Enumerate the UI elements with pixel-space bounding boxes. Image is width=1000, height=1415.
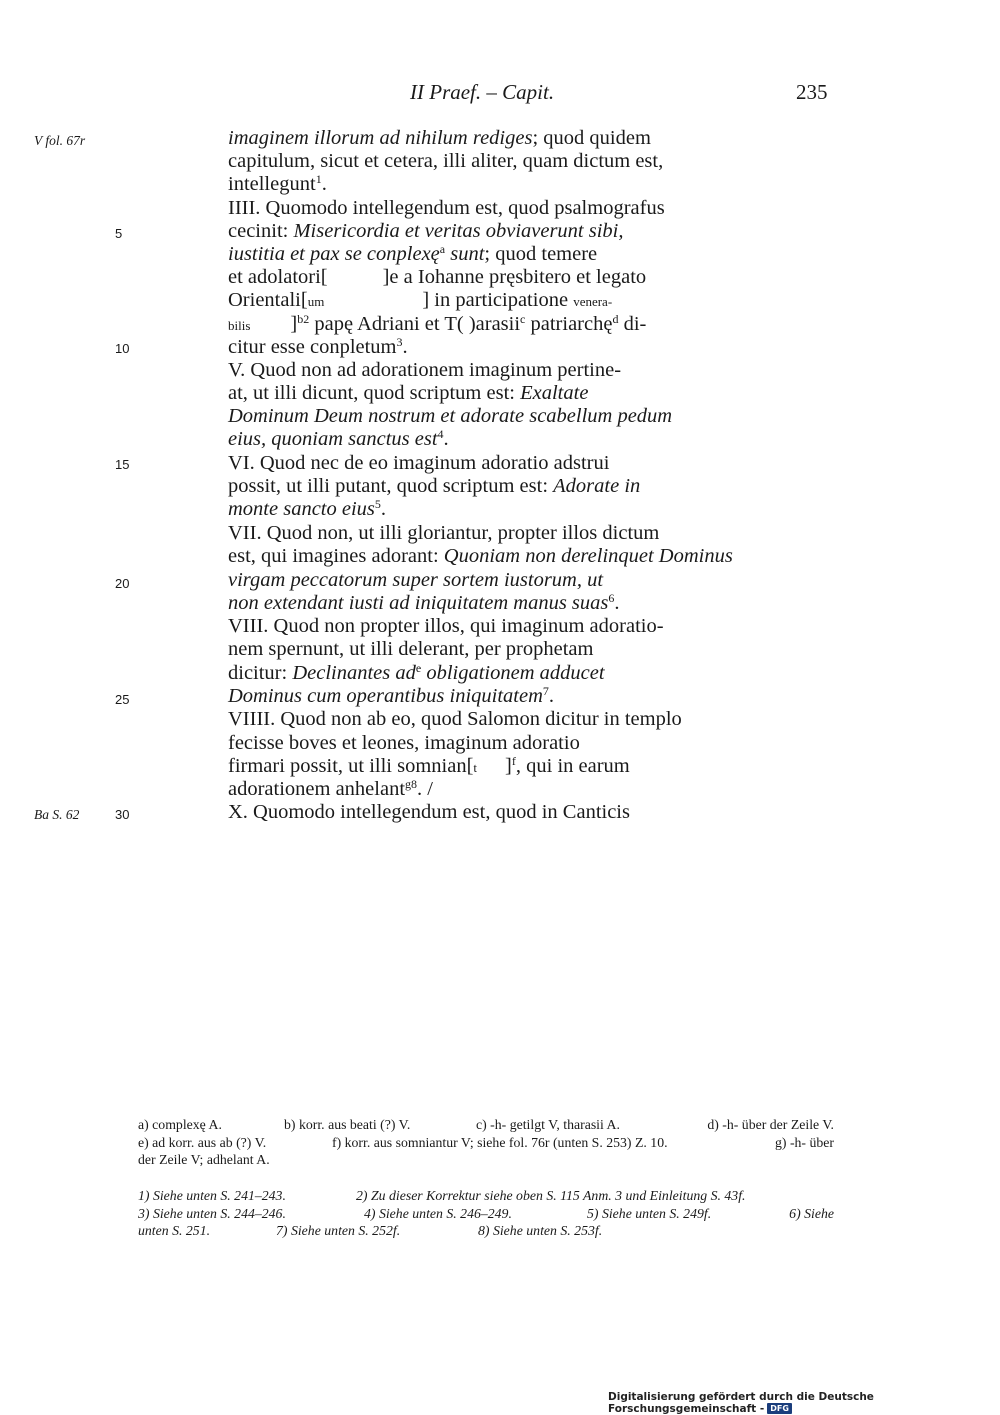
line-number: 5 [115, 226, 123, 241]
text-line: IIII. Quomodo intellegendum est, quod psalmografus [228, 197, 665, 219]
text-line: eius, quoniam sanctus est$^4$. [228, 427, 449, 450]
text-line: virgam peccatorum super sortem iustorum, ut [228, 569, 604, 591]
apparatus-note: a) complexę A. [138, 1117, 222, 1132]
margin-ref-bottom: Ba S. 62 [34, 807, 80, 822]
apparatus-note: e) ad korr. aus ab (?) V. [138, 1134, 267, 1150]
notes-line [138, 1222, 834, 1240]
critical-apparatus [138, 1116, 834, 1169]
text-line: VI. Quod nec de eo imaginum adoratio adstrui [228, 452, 610, 474]
apparatus-note: g) -h- über [775, 1134, 834, 1150]
apparatus-note: f) korr. aus somniantur V; siehe fol. 76r (unten S. 253) Z. 10. [332, 1134, 668, 1150]
apparatus-note: d) -h- über der Zeile V. [707, 1117, 834, 1132]
text-line: citur esse conpletum$^3$. [228, 335, 408, 358]
text-line: et adolatori[ ]e a Iohanne pręsbitero et legato [228, 266, 647, 288]
text-line: Dominum Deum nostrum et adorate scabellum pedum [228, 405, 673, 427]
commentary-note: unten S. 251. [138, 1223, 211, 1238]
digitization-credit [608, 1391, 1000, 1415]
text-line: at, ut illi dicunt, quod scriptum est: Exaltate [228, 382, 589, 404]
line-number: 10 [115, 341, 130, 356]
dfg-logo: DFG [767, 1403, 792, 1414]
commentary-note: 1) Siehe unten S. 241–243. [138, 1188, 286, 1203]
text-line: VII. Quod non, ut illi gloriantur, propter illos dictum [228, 522, 660, 544]
text-line: V. Quod non ad adorationem imaginum pertine- [228, 359, 622, 381]
text-line: possit, ut illi putant, quod scriptum est: Adorate in [228, 475, 641, 497]
apparatus-note: b) korr. aus beati (?) V. [284, 1117, 411, 1132]
text-line: dicitur: Declinantes $ad^e$ obligationem adducet [228, 661, 605, 684]
text-line: cecinit: Misericordia et veritas obviaverunt sibi, [228, 220, 624, 242]
line-number: 20 [115, 576, 130, 591]
text-line: est, qui imagines adorant: Quoniam non derelinquet Dominus [228, 545, 733, 567]
apparatus-note: c) -h- getilgt V, tharasii A. [476, 1117, 620, 1132]
running-title: II Praef. – Capit. [410, 80, 555, 104]
text-line: non extendant iusti ad iniquitatem manus suas$^6$. [228, 591, 620, 614]
apparatus-line [138, 1134, 834, 1152]
text-line: imaginem illorum ad nihilum rediges; quod quidem [228, 127, 651, 149]
line-number: 30 [115, 807, 130, 822]
margin-ref-top: V fol. 67r [34, 133, 86, 148]
commentary-note: 8) Siehe unten S. 253f. [478, 1223, 603, 1238]
text-line: firmari possit, ut illi somnian[t ]$^f$, qui in earum [228, 754, 630, 777]
text-line: capitulum, sicut et cetera, illi aliter, quam dictum est, [228, 150, 664, 172]
commentary-note: 3) Siehe unten S. 244–246. [138, 1205, 286, 1221]
text-line: VIII. Quod non propter illos, qui imaginum adoratio- [228, 615, 664, 637]
notes-line [138, 1187, 834, 1205]
line-number: 15 [115, 457, 130, 472]
text-line: VIIII. Quod non ab eo, quod Salomon dicitur in templo [228, 708, 682, 730]
commentary-note: 4) Siehe unten S. 246–249. [364, 1205, 512, 1221]
line-number: 25 [115, 692, 130, 707]
text-line: bilis ]$^{b2}$ papę Adriani et T( )arasii$^c$ patriarchę$^d$ di- [228, 312, 647, 335]
text-line: Dominus cum operantibus iniquitatem$^7$. [228, 684, 555, 707]
page-number: 235 [796, 80, 828, 104]
commentary-note: 7) Siehe unten S. 252f. [276, 1223, 401, 1238]
apparatus-note: der Zeile V; adhelant A. [138, 1152, 270, 1167]
text-line: iustitia et pax se conplexę$^a$ sunt; quod temere [228, 242, 598, 265]
commentary-note: 5) Siehe unten S. 249f. [587, 1205, 712, 1221]
text-line: Orientali[um ] in participatione venera- [228, 289, 613, 311]
text-line: intellegunt$^1$. [228, 172, 327, 195]
commentary-notes [138, 1187, 834, 1240]
credit-text: Digitalisierung gefördert durch die Deutsche Forschungsgemeinschaft - [608, 1391, 874, 1415]
text-line: monte sancto eius$^5$. [228, 497, 387, 520]
text-line: adorationem anhelant$^{g8}$. / [228, 777, 433, 800]
text-line: nem spernunt, ut illi delerant, per prophetam [228, 638, 594, 660]
commentary-note: 6) Siehe [789, 1205, 834, 1221]
text-line: fecisse boves et leones, imaginum adoratio [228, 732, 580, 754]
apparatus-line [138, 1116, 834, 1134]
apparatus-line [138, 1151, 834, 1169]
text-line: X. Quomodo intellegendum est, quod in Canticis [228, 801, 630, 823]
commentary-note: 2) Zu dieser Korrektur siehe oben S. 115 Anm. 3 und Einleitung S. 43f. [356, 1188, 746, 1203]
notes-line [138, 1205, 834, 1223]
